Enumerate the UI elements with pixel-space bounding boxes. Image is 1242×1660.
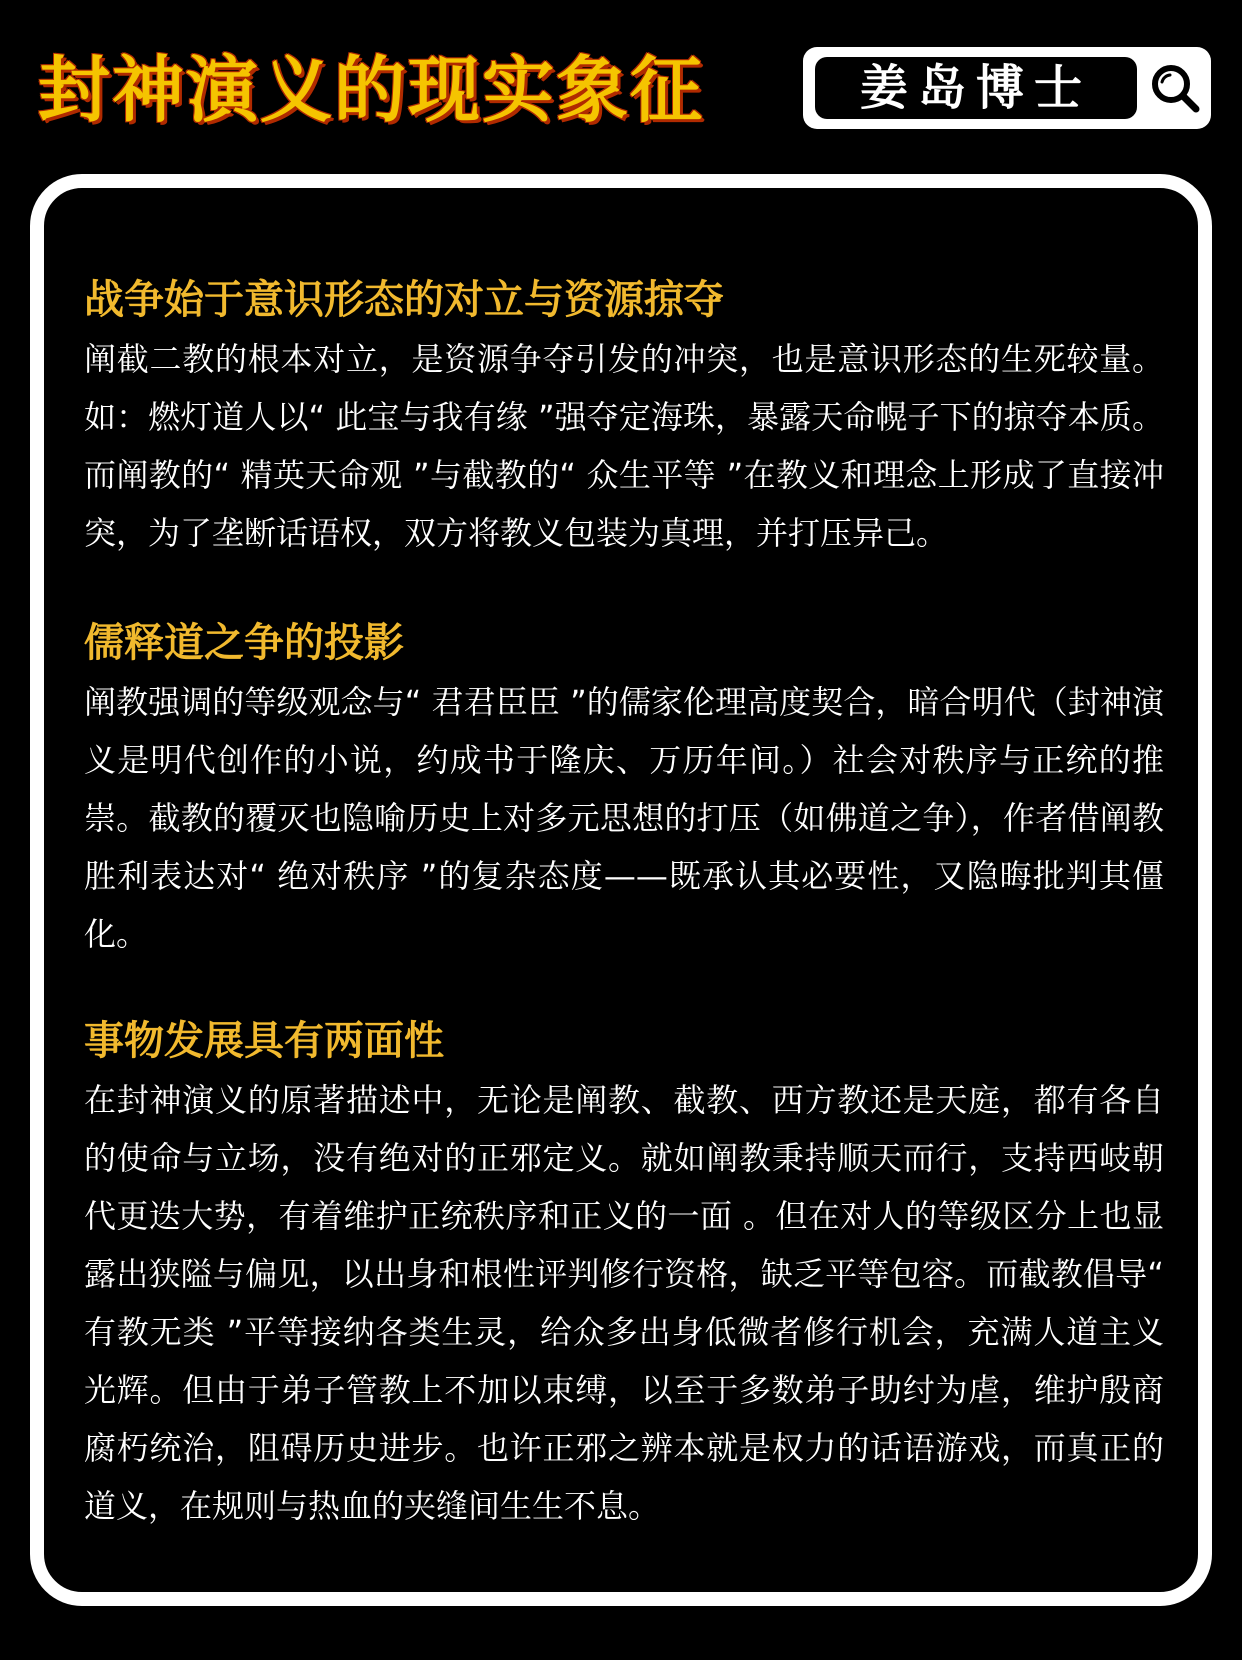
section-heading: 战争始于意识形态的对立与资源掠夺 xyxy=(84,277,724,323)
section-body: 阐教强调的等级观念与“ 君君臣臣 ”的儒家伦理高度契合，暗合明代（封神演义是明代创作的小说，约成书于隆庆、万历年间。）社会对秩序与正统的推崇。截教的覆灭也隐喻历史上对多元思想的打压（如佛道之争），作者借阐教胜利表达对“ 绝对秩序 ”的复杂态度——既承认其必要性，又隐晦批判其僵化。 xyxy=(84,683,1164,953)
section-body: 在封神演义的原著描述中，无论是阐教、截教、西方教还是天庭，都有各自的使命与立场，没有绝对的正邪定义。就如阐教秉持顺天而行，支持西岐朝代更迭大势，有着维护正统秩序和正义的一面 。但在对人的等级区分上也显露出狭隘与偏见，以出身和根性评判修行资格，缺乏平等包容。而截教倡导“ 有教无类 ”平等接纳各类生灵，给众多出身低微者修行机会，充满人道主义光辉。但由于弟子管教上不加以束缚，以至于多数弟子助纣为虐，维护殷商腐朽统治，阻碍历史进步。也许正邪之辨本就是权力的话语游戏，而真正的道义，在规则与热血的夹缝间生生不息。 xyxy=(84,1081,1164,1525)
section-heading: 事物发展具有两面性 xyxy=(84,1018,444,1064)
section-duality xyxy=(84,1015,1164,1535)
section-ideology-conflict xyxy=(84,274,1164,562)
search-icon[interactable] xyxy=(1148,61,1202,115)
content-card xyxy=(30,174,1212,1606)
section-body: 阐截二教的根本对立，是资源争夺引发的冲突，也是意识形态的生死较量。如：燃灯道人以“ 此宝与我有缘 ”强夺定海珠，暴露天命幌子下的掠夺本质。而阐教的“ 精英天命观 ”与截教的“ 众生平等 ”在教义和理念上形成了直接冲突，为了垄断话语权，双方将教义包装为真理，并打压异己。 xyxy=(84,340,1164,552)
search-box[interactable] xyxy=(803,47,1211,129)
page-title: 封神演义的现实象征 xyxy=(38,48,705,132)
section-heading: 儒释道之争的投影 xyxy=(84,620,404,666)
search-input[interactable]: 姜岛博士 xyxy=(815,57,1137,119)
section-confucian-buddhist-taoist xyxy=(84,617,1164,963)
